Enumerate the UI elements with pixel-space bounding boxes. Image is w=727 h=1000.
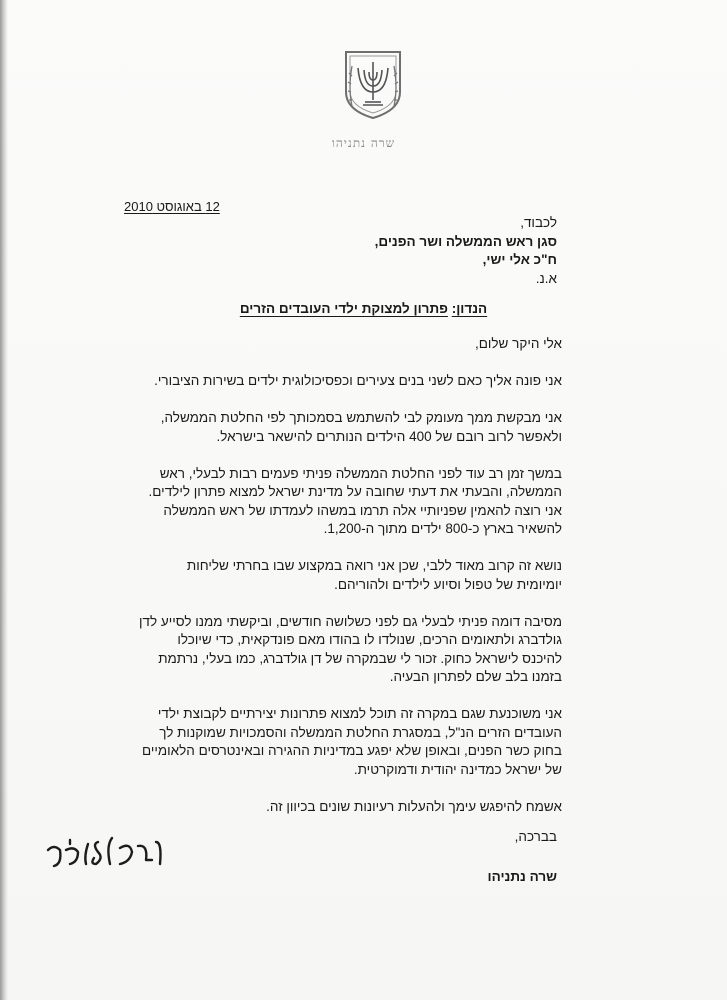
body-line: בזמנו בלב שלם לפתרון הבעיה.	[389, 669, 562, 684]
body-line: העובדים הזרים הנ"ל, במסגרת החלטת הממשלה והסמכויות שמוקנות לך	[159, 724, 562, 740]
body-paragraph	[122, 705, 562, 779]
closing-name: שרה נתניהו	[487, 869, 557, 884]
subject-prefix: הנדון:	[451, 301, 488, 316]
body-line: הממשלה, והבעתי את דעתי שחובה על מדינת ישראל למצוא פתרון לילדים.	[148, 484, 562, 499]
letterhead-office-name: שרה נתניהו	[331, 136, 396, 150]
body-line: יומיומית של טפול וסיוע לילדים ולהוריהם.	[334, 576, 562, 592]
handwritten-signature	[40, 830, 170, 880]
closing-block	[357, 828, 557, 886]
closing-greeting: בברכה,	[514, 829, 557, 844]
addressee-location: א.נ.	[535, 270, 557, 286]
body-paragraph	[122, 409, 562, 446]
body-line: ולאפשר לרוב רובם של 400 הילדים הנותרים להישאר בישראל.	[216, 428, 562, 444]
body-line: אני רוצה להאמין שפניותיי אלה תרמו במשהו לעמדתו של ראש הממשלה	[163, 502, 562, 518]
salutation-line: אלי היקר שלום,	[474, 336, 562, 351]
addressee-title: סגן ראש הממשלה ושר הפנים,	[374, 233, 557, 249]
body-line: אשמח להיפגש עימך ולהעלות רעיונות שונים בכיוון זה.	[266, 798, 562, 814]
addressee-name: ח"כ אלי ישי,	[482, 252, 557, 267]
body-line: להשאיר בארץ כ-800 ילדים מתוך ה-1,200.	[323, 521, 562, 536]
body-line: אני פונה אליך כאם לשני בנים צעירים וכפסיכולוגית ילדים בשירות הציבורי.	[154, 373, 562, 388]
body-line: מסיבה דומה פניתי לבעלי גם לפני כשלושה חודשים, וביקשתי ממנו לסייע לדן	[139, 613, 562, 629]
body-paragraph	[122, 557, 562, 594]
body-line: של ישראל כמדינה יהודית ודמוקרטית.	[353, 761, 562, 777]
body-line: אני מבקשת ממך מעומק לבי להשתמש בסמכותך לפי החלטת הממשלה,	[160, 410, 562, 425]
body-paragraph	[122, 465, 562, 539]
body-line: נושא זה קרוב מאוד ללבי, שכן אני רואה במקצוע שבו בחרתי שליחות	[186, 558, 562, 573]
body-line: גולדברג ולתאומים הרכים, שנולדו לו בהודו מאם פונדקאית, כדי שיוכלו	[177, 632, 562, 647]
body-line: אני משוכנעת שגם במקרה זה תוכל למצוא פתרונות יצירתיים לקבוצת ילדי	[157, 706, 562, 721]
addressee-block	[137, 214, 557, 288]
body-paragraph	[122, 613, 562, 687]
subject-text: פתרון למצוקת ילדי העובדים הזרים	[239, 301, 448, 316]
salutation	[122, 335, 562, 354]
state-emblem-icon	[338, 48, 408, 120]
body-paragraph	[122, 372, 562, 391]
addressee-greeting: לכבוד,	[520, 215, 557, 230]
subject-line	[0, 301, 727, 316]
body-line: בחוק כשר הפנים, ובאופן שלא יפגע במדיניות ההגירה ובאינטרסים הלאומיים	[142, 743, 562, 758]
body-paragraph	[122, 798, 562, 817]
letter-body	[122, 335, 562, 835]
body-line: להיכנס לישראל כחוק. זכור לי שבמקרה של דן גולדברג, כמו בעלי, נרתמת	[158, 650, 562, 666]
body-line: במשך זמן רב עוד לפני החלטת הממשלה פניתי פעמים רבות לבעלי, ראש	[159, 465, 562, 481]
letter-date: 12 באוגוסט 2010	[124, 199, 220, 214]
